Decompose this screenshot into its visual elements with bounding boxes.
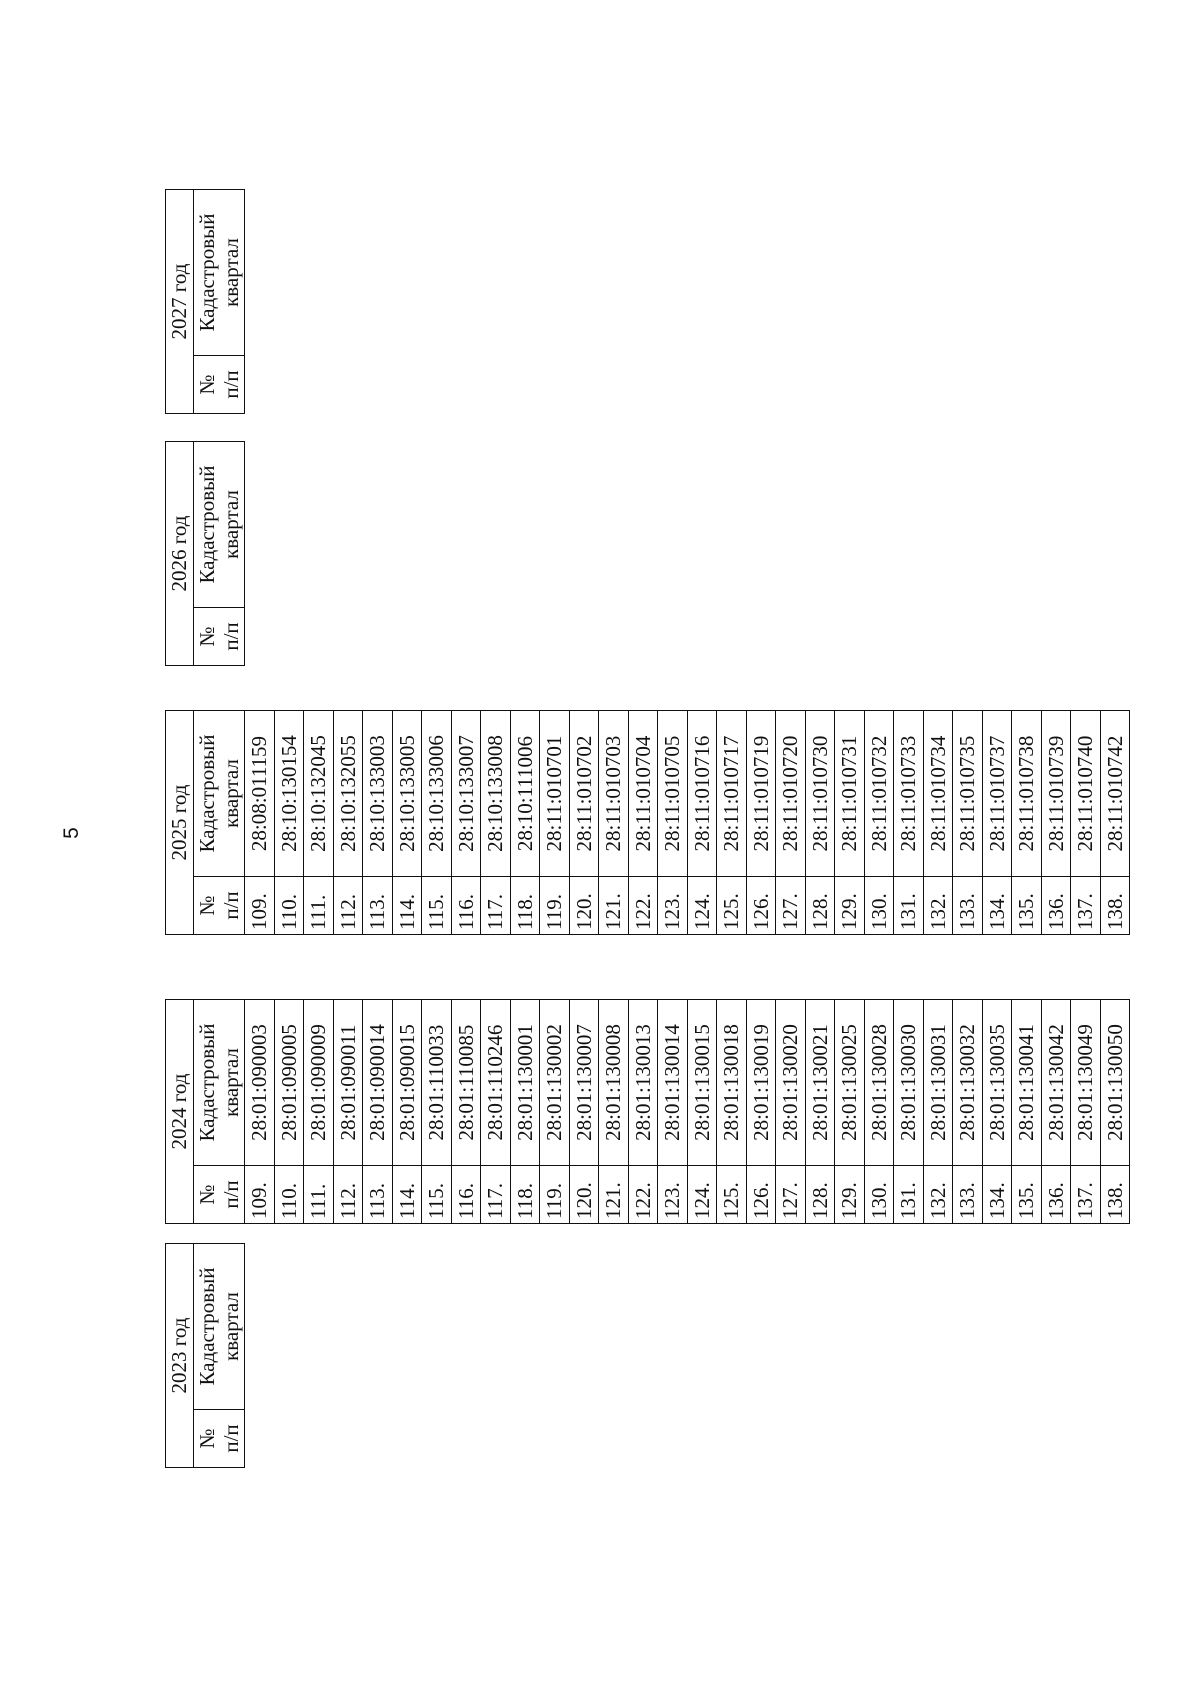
table-row — [274, 711, 304, 935]
table-row — [776, 711, 806, 935]
table-row — [481, 1000, 511, 1224]
cadastral-block-code: 28:01:130020 — [776, 1000, 806, 1166]
cadastral-block-column-header: Кадастровый квартал — [194, 190, 245, 356]
row-number: 116. — [451, 1166, 481, 1224]
cadastral-block-code: 28:11:010732 — [864, 711, 894, 877]
row-number: 117. — [481, 877, 511, 935]
row-number: 118. — [510, 1166, 540, 1224]
table-row — [304, 711, 334, 935]
row-number: 136. — [1041, 1166, 1071, 1224]
row-number: 131. — [894, 877, 924, 935]
cadastral-block-code: 28:10:133003 — [363, 711, 393, 877]
cadastral-block-code: 28:01:090005 — [274, 1000, 304, 1166]
cadastral-block-code: 28:11:010730 — [805, 711, 835, 877]
table-row — [717, 1000, 747, 1224]
year-heading: 2027 год — [166, 190, 194, 414]
table-row — [746, 711, 776, 935]
number-column-header: № п/п — [194, 1410, 245, 1468]
table-row — [304, 1000, 334, 1224]
cadastral-block-code: 28:01:130018 — [717, 1000, 747, 1166]
row-number: 110. — [274, 1166, 304, 1224]
cadastral-block-code: 28:01:110033 — [422, 1000, 452, 1166]
table-row — [245, 1000, 275, 1224]
cadastral-block-code: 28:11:010734 — [923, 711, 953, 877]
table-row — [392, 711, 422, 935]
cadastral-block-code: 28:01:130025 — [835, 1000, 865, 1166]
number-column-header: № п/п — [194, 608, 245, 666]
row-number: 114. — [392, 1166, 422, 1224]
row-number: 128. — [805, 877, 835, 935]
cadastral-block-code: 28:08:011159 — [245, 711, 275, 877]
table-row — [1071, 1000, 1101, 1224]
year-heading: 2024 год — [166, 1000, 194, 1224]
row-number: 132. — [923, 877, 953, 935]
table-row — [835, 711, 865, 935]
table-row — [835, 1000, 865, 1224]
table-row — [717, 711, 747, 935]
cadastral-block-code: 28:01:130008 — [599, 1000, 629, 1166]
row-number: 123. — [658, 877, 688, 935]
row-number: 112. — [333, 1166, 363, 1224]
cadastral-block-code: 28:01:110085 — [451, 1000, 481, 1166]
row-number: 113. — [363, 877, 393, 935]
cadastral-block-code: 28:01:130050 — [1100, 1000, 1130, 1166]
table-row — [599, 711, 629, 935]
row-number: 136. — [1041, 877, 1071, 935]
number-column-header: № п/п — [194, 877, 245, 935]
cadastral-block-code: 28:11:010717 — [717, 711, 747, 877]
row-number: 133. — [953, 1166, 983, 1224]
cadastral-block-code: 28:11:010705 — [658, 711, 688, 877]
number-column-header: № п/п — [194, 356, 245, 414]
table-row — [628, 711, 658, 935]
row-number: 127. — [776, 877, 806, 935]
cadastral-block-code: 28:11:010737 — [982, 711, 1012, 877]
year-table-2024-wrapper — [165, 999, 1130, 1224]
table-row — [894, 1000, 924, 1224]
cadastral-block-code: 28:01:130013 — [628, 1000, 658, 1166]
row-number: 130. — [864, 1166, 894, 1224]
row-number: 116. — [451, 877, 481, 935]
table-row — [894, 711, 924, 935]
cadastral-block-code: 28:01:130035 — [982, 1000, 1012, 1166]
cadastral-block-code: 28:01:130049 — [1071, 1000, 1101, 1166]
cadastral-block-code: 28:11:010716 — [687, 711, 717, 877]
row-number: 119. — [540, 1166, 570, 1224]
cadastral-block-column-header: Кадастровый квартал — [194, 442, 245, 608]
row-number: 122. — [628, 877, 658, 935]
cadastral-block-code: 28:01:130041 — [1012, 1000, 1042, 1166]
table-row — [1071, 711, 1101, 935]
row-number: 111. — [304, 1166, 334, 1224]
row-number: 124. — [687, 877, 717, 935]
row-number: 127. — [776, 1166, 806, 1224]
cadastral-block-code: 28:11:010704 — [628, 711, 658, 877]
table-row — [687, 711, 717, 935]
table-row — [1100, 711, 1130, 935]
row-number: 131. — [894, 1166, 924, 1224]
cadastral-block-code: 28:11:010733 — [894, 711, 924, 877]
row-number: 129. — [835, 1166, 865, 1224]
cadastral-block-column-header: Кадастровый квартал — [194, 711, 245, 877]
cadastral-block-code: 28:01:130030 — [894, 1000, 924, 1166]
cadastral-block-code: 28:10:130154 — [274, 711, 304, 877]
table-row — [864, 711, 894, 935]
table-row — [805, 711, 835, 935]
row-number: 115. — [422, 877, 452, 935]
table-row — [923, 711, 953, 935]
table-row — [599, 1000, 629, 1224]
cadastral-block-code: 28:01:130042 — [1041, 1000, 1071, 1166]
row-number: 120. — [569, 1166, 599, 1224]
table-row — [569, 711, 599, 935]
table-row — [628, 1000, 658, 1224]
row-number: 115. — [422, 1166, 452, 1224]
table-row — [805, 1000, 835, 1224]
table-row — [982, 1000, 1012, 1224]
year-heading: 2026 год — [166, 442, 194, 666]
cadastral-block-code: 28:01:130014 — [658, 1000, 688, 1166]
row-number: 138. — [1100, 1166, 1130, 1224]
cadastral-block-code: 28:10:133008 — [481, 711, 511, 877]
table-row — [363, 1000, 393, 1224]
table-row — [982, 711, 1012, 935]
row-number: 125. — [717, 877, 747, 935]
table-row — [333, 711, 363, 935]
table-row — [451, 711, 481, 935]
cadastral-block-code: 28:10:133007 — [451, 711, 481, 877]
row-number: 126. — [746, 1166, 776, 1224]
row-number: 126. — [746, 877, 776, 935]
year-table — [165, 1243, 245, 1468]
cadastral-block-code: 28:01:090003 — [245, 1000, 275, 1166]
cadastral-block-code: 28:10:133005 — [392, 711, 422, 877]
table-row — [1012, 1000, 1042, 1224]
page-number: 5 — [60, 827, 83, 839]
cadastral-block-code: 28:10:111006 — [510, 711, 540, 877]
row-number: 128. — [805, 1166, 835, 1224]
row-number: 121. — [599, 877, 629, 935]
table-row — [864, 1000, 894, 1224]
year-table — [165, 441, 245, 666]
year-table — [165, 189, 245, 414]
row-number: 117. — [481, 1166, 511, 1224]
cadastral-block-code: 28:01:130001 — [510, 1000, 540, 1166]
row-number: 125. — [717, 1166, 747, 1224]
cadastral-block-code: 28:11:010703 — [599, 711, 629, 877]
table-row — [1041, 711, 1071, 935]
cadastral-block-code: 28:11:010735 — [953, 711, 983, 877]
table-row — [451, 1000, 481, 1224]
table-row — [658, 711, 688, 935]
row-number: 134. — [982, 1166, 1012, 1224]
row-number: 135. — [1012, 877, 1042, 935]
table-row — [923, 1000, 953, 1224]
row-number: 129. — [835, 877, 865, 935]
cadastral-block-code: 28:11:010742 — [1100, 711, 1130, 877]
table-row — [510, 711, 540, 935]
row-number: 109. — [245, 1166, 275, 1224]
table-row — [540, 1000, 570, 1224]
row-number: 109. — [245, 877, 275, 935]
year-table-2023-wrapper — [165, 1243, 245, 1468]
year-table — [165, 999, 1130, 1224]
cadastral-block-column-header: Кадастровый квартал — [194, 1244, 245, 1410]
table-row — [1041, 1000, 1071, 1224]
cadastral-block-code: 28:01:130028 — [864, 1000, 894, 1166]
cadastral-block-code: 28:10:132055 — [333, 711, 363, 877]
row-number: 132. — [923, 1166, 953, 1224]
table-row — [746, 1000, 776, 1224]
row-number: 138. — [1100, 877, 1130, 935]
cadastral-block-code: 28:01:090009 — [304, 1000, 334, 1166]
year-table-2027-wrapper — [165, 189, 245, 414]
cadastral-block-code: 28:01:130015 — [687, 1000, 717, 1166]
row-number: 118. — [510, 877, 540, 935]
cadastral-block-code: 28:11:010720 — [776, 711, 806, 877]
row-number: 119. — [540, 877, 570, 935]
cadastral-block-code: 28:11:010731 — [835, 711, 865, 877]
cadastral-block-code: 28:11:010740 — [1071, 711, 1101, 877]
table-row — [687, 1000, 717, 1224]
row-number: 121. — [599, 1166, 629, 1224]
table-row — [422, 711, 452, 935]
row-number: 114. — [392, 877, 422, 935]
cadastral-block-code: 28:01:130032 — [953, 1000, 983, 1166]
number-column-header: № п/п — [194, 1166, 245, 1224]
table-row — [363, 711, 393, 935]
year-table — [165, 710, 1130, 935]
table-row — [1100, 1000, 1130, 1224]
cadastral-block-code: 28:01:130021 — [805, 1000, 835, 1166]
row-number: 110. — [274, 877, 304, 935]
cadastral-block-code: 28:11:010701 — [540, 711, 570, 877]
cadastral-block-code: 28:01:110246 — [481, 1000, 511, 1166]
table-row — [245, 711, 275, 935]
row-number: 113. — [363, 1166, 393, 1224]
row-number: 120. — [569, 877, 599, 935]
table-row — [333, 1000, 363, 1224]
cadastral-block-code: 28:11:010719 — [746, 711, 776, 877]
row-number: 123. — [658, 1166, 688, 1224]
cadastral-block-code: 28:10:132045 — [304, 711, 334, 877]
table-row — [569, 1000, 599, 1224]
cadastral-block-column-header: Кадастровый квартал — [194, 1000, 245, 1166]
row-number: 135. — [1012, 1166, 1042, 1224]
cadastral-block-code: 28:11:010739 — [1041, 711, 1071, 877]
year-heading: 2025 год — [166, 711, 194, 935]
row-number: 137. — [1071, 1166, 1101, 1224]
year-table-2025-wrapper — [165, 710, 1130, 935]
year-heading: 2023 год — [166, 1244, 194, 1468]
cadastral-block-code: 28:01:130007 — [569, 1000, 599, 1166]
cadastral-block-code: 28:01:130031 — [923, 1000, 953, 1166]
cadastral-block-code: 28:11:010702 — [569, 711, 599, 877]
table-row — [658, 1000, 688, 1224]
cadastral-block-code: 28:11:010738 — [1012, 711, 1042, 877]
cadastral-block-code: 28:01:130002 — [540, 1000, 570, 1166]
row-number: 133. — [953, 877, 983, 935]
row-number: 112. — [333, 877, 363, 935]
table-row — [481, 711, 511, 935]
cadastral-block-code: 28:01:090014 — [363, 1000, 393, 1166]
table-row — [422, 1000, 452, 1224]
cadastral-block-code: 28:01:090015 — [392, 1000, 422, 1166]
table-row — [953, 711, 983, 935]
table-row — [1012, 711, 1042, 935]
row-number: 122. — [628, 1166, 658, 1224]
row-number: 130. — [864, 877, 894, 935]
cadastral-block-code: 28:01:090011 — [333, 1000, 363, 1166]
table-row — [274, 1000, 304, 1224]
table-row — [540, 711, 570, 935]
row-number: 124. — [687, 1166, 717, 1224]
row-number: 111. — [304, 877, 334, 935]
year-table-2026-wrapper — [165, 441, 245, 666]
cadastral-block-code: 28:01:130019 — [746, 1000, 776, 1166]
table-row — [776, 1000, 806, 1224]
row-number: 134. — [982, 877, 1012, 935]
table-row — [392, 1000, 422, 1224]
table-row — [510, 1000, 540, 1224]
row-number: 137. — [1071, 877, 1101, 935]
cadastral-block-code: 28:10:133006 — [422, 711, 452, 877]
table-row — [953, 1000, 983, 1224]
